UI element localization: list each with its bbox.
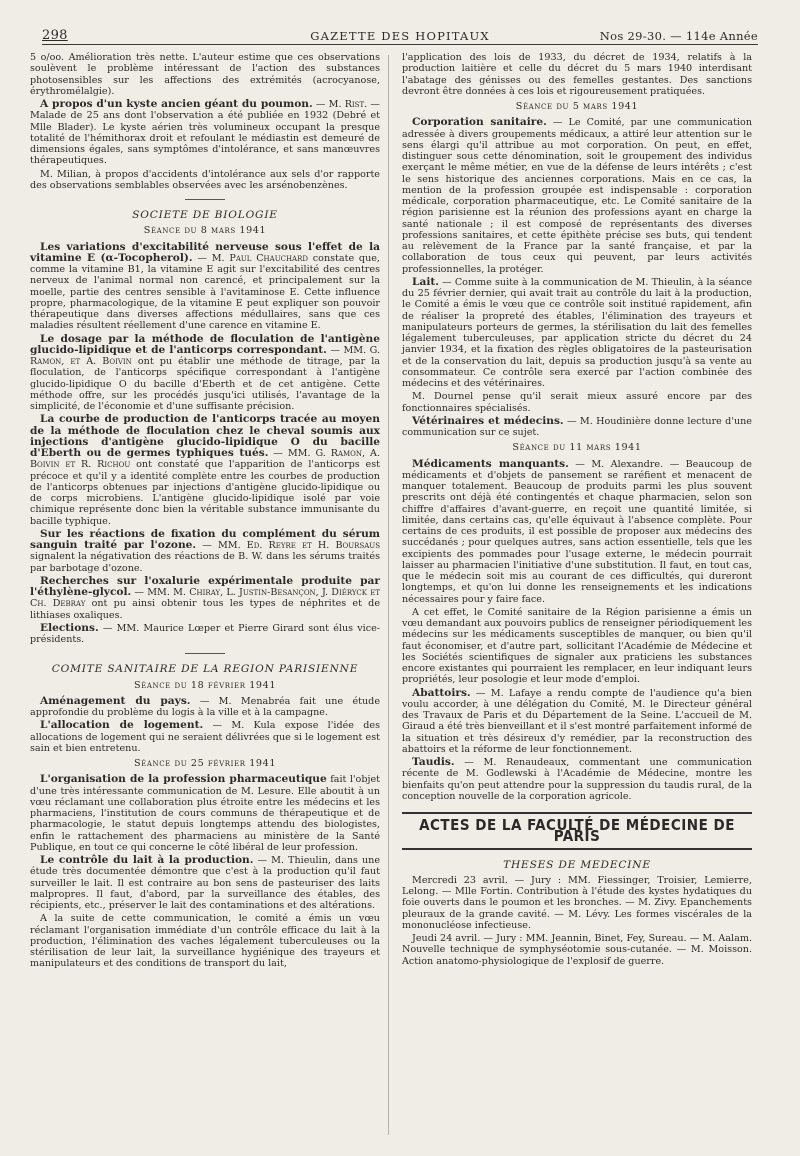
veterinaires-article [402,416,752,439]
vitamine-article: Les variations d'excitabilité nerveuse sous l'effet de la vitamine E (α-Tocopherol). — M. Paul Chauchard constate que, comme la vitamine B1, la vitamine E agit sur l'excitabilité des centres nerveux de l'animal normal non carencé, et principalement sur la moelle, partie des centres sensible à l'avitaminose E. Cette influence propre, pharmacologique, de la vitamine E peut expliquer son pouvoir thérapeutique dans diverses affections médullaires, sans que ces maladies résultent réellement d'une carence en vitamine E. [30,240,380,332]
vitamine-title: Les variations d'excitabilité nerveuse sous l'effet de la vitamine E (α-Tocopherol). [30,240,380,264]
elections-title: Elections. [40,621,99,634]
right-column [402,52,752,969]
intro-paragraph: 5 o/oo. Amélioration très nette. L'auteur estime que ces observations soulèvent le problème intéressant de l'action des substances photosensibles sur les affections des extrémités (acrocyanose, érythromélalgie). [30,52,380,97]
theses-mercredi: Mercredi 23 avril. — Jury : MM. Fiessinger, Troisier, Lemierre, Lelong. — Mlle Fortin. Contribution à l'étude des kystes hydatiques du foie ouverts dans le poumon et les bronches. — M. Zivy. Epanchements pleuraux de la grande cavité. — M. Lévy. Les formes viscérales de la mononucléose infectieuse. [402,874,752,931]
veterinaires-text: — M. Houdinière donne lecture d'une communication sur ce sujet. [402,415,752,438]
courbe-text: ont constaté que l'apparition de l'anticorps est précoce et qu'il y a identité complète entre les courbes de production de l'anticorps obtenues par injections d'antigène glucido-lipidique ou de corps microbiens. L'antigène glucido-lipidique isolé par voie chimique représente donc bien la véritable substance immunisante du bacille typhique. [30,459,381,527]
lait-article [402,277,752,390]
kyste-author: M. Rist. [328,99,368,110]
dosage-author: MM. G. Ramon, et A. Boivin [30,344,380,367]
lait-title: Lait. [412,275,439,288]
vitamine-author: M. Paul Chauchard [211,252,309,264]
milian-paragraph: M. Milian, à propos d'accidents d'intolérance aux sels d'or rapporte des observations semblables observées avec les arsénobenzènes. [30,168,380,191]
theses-heading: THESES DE MEDECINE [503,858,651,871]
dosage-title: Le dosage par la méthode de floculation de l'antigène glucido-lipidique et de l'anticorps correspondant. [30,332,380,356]
corporation-article [402,117,752,275]
medicaments-article [402,459,752,605]
continuation-paragraph: l'application des lois de 1933, du décret de 1934, relatifs à la production laitière et celle du décret du 5 mars 1940 interdisant l'abatage des génisses ou des femelles gestantes. Des sanctions devront être données à ces lois et rigoureusement pratiquées. [402,52,752,97]
suite-paragraph: A la suite de cette communication, le comité a émis un vœu réclamant l'organisation immédiate d'un contrôle efficace du lait à la production, l'élimination des vaches légalement tuberculeuses ou la stérilisation de leur lait, la surveillance hygiénique des trayeurs et manipulateurs et des conditions de transport du lait, [30,913,380,970]
elections-text: — MM. Maurice Lœper et Pierre Girard sont élus vice-présidents. [30,622,380,645]
header-rule [42,44,758,45]
amenagement-text: — M. Menabréa fait une étude approfondie du problème du logis à la ville et à la campagne. [30,695,380,718]
seance-heading: Séance du 25 février 1941 [133,758,277,769]
section-heading-comite: COMITE SANITAIRE DE LA REGION PARISIENNE [51,663,359,676]
controle-article [30,855,380,911]
dosage-article: Le dosage par la méthode de floculation de l'antigène glucido-lipidique et de l'anticorps correspondant. — MM. G. Ramon, et A. Boivin ont pu établir une méthode de titrage, par la floculation, de l'anticorps spécifique correspondant à l'antigène glucido-lipidique O du bacille d'Eberth et de cet antigène. Cette méthode offre, sur les procédés jusqu'ici utilisés, l'avantage de la simplicité, de l'économie et d'une suffisante précision. [30,332,381,412]
courbe-article: La courbe de production de l'anticorps tracée au moyen de la méthode de floculation chez le cheval soumis aux injections d'antigène glucido-lipidique O du bacille d'Eberth ou de germes typhiques tués. — MM. G. Ramon, A. Boivin et R. Richou ont constaté que l'apparition de l'anticorps est précoce et qu'il y a identité complète entre les courbes de production de l'anticorps obtenues par injections d'antigène glucido-lipidique ou de corps microbiens. L'antigène glucido-lipidique isolé par voie chimique représente donc bien la véritable substance immunisante du bacille typhique. [30,413,381,527]
reactions-article: Sur les réactions de fixation du complément du sérum sanguin traité par l'ozone. — MM. Ed. Reyre et H. Boursaus signalent la négativation des réactions de B. W. dans les sérums traités par barbotage d'ozone. [30,527,380,574]
dournel-paragraph: M. Dournel pense qu'il serait mieux assuré encore par des fonctionnaires spécialisés. [402,391,752,414]
logement-title: L'allocation de logement. [40,719,204,732]
elections-article [30,623,380,646]
kyste-text: — Malade de 25 ans dont l'observation a été publiée en 1932 (Debré et Mlle Blader). Le kyste aérien très volumineux occupant la presque totalité de l'hémithorax droit et refoulant le médiastin est demeuré de dimensions égales, sans symptômes d'intolérance, et sans manœuvres thérapeutiques. [30,99,380,167]
page-number: 298 [42,28,68,43]
issue-number: Nos 29-30. — 114e Année [599,29,758,43]
organisation-article [30,774,380,853]
corporation-title: Corporation sanitaire. [412,116,547,129]
dosage-text: ont pu établir une méthode de titrage, par la floculation, de l'anticorps spécifique correspondant à l'antigène glucido-lipidique O du bacille d'Eberth et de cet antigène. Cette méthode offre, sur les procédés jusqu'ici utilisés, l'avantage de la simplicité, de l'économie et d'une suffisante précision. [30,356,381,412]
vitamine-text: constate que, comme la vitamine B1, la vitamine E agit sur l'excitabilité des centres nerveux de l'animal normal non carencé, et principalement sur la moelle, partie des centres sensible à l'avitaminose E. Cette influence propre, pharmacologique, de la vitamine E peut expliquer son pouvoir thérapeutique dans diverses affections médullaires, sans que ces maladies résultent réellement d'une carence en vitamine E. [30,252,380,332]
reactions-author: MM. Ed. Reyre et H. Boursaus [217,540,380,551]
kyste-title: A propos d'un kyste ancien géant du poumon. [40,98,313,110]
medicaments-title: Médicaments manquants. [412,457,569,470]
taudis-text: — M. Renaudeaux, commentant une communication récente de M. Godlewski à l'Académie de Médecine, montre les bienfaits qu'on peut attendre pour la suppression du taudis rural, de la conception nouvelle de la corporation agricole. [402,757,752,802]
oxalurie-title: Recherches sur l'oxalurie expérimentale produite par l'éthylène-glycol. [30,574,380,598]
separator [185,199,225,200]
organisation-text: fait l'objet d'une très intéressante communication de M. Lesure. Elle aboutit à un vœu réclamant une collaboration plus étroite entre les médecins et les pharmaciens, l'institution de cours communs de thérapeutique et de pharmacologie, le statut depuis longtemps attendu des biologistes, enfin le rattachement des pharmaciens au ministère de la Santé Publique, en tout ce qui concerne le côté libéral de leur profession. [30,774,380,853]
amenagement-title: Aménagement du pays. [40,694,191,707]
acet-paragraph: A cet effet, le Comité sanitaire de la Région parisienne a émis un vœu demandant aux pouvoirs publics de renseigner périodiquement les médecins sur les médicaments susceptibles de manquer, ou bien qu'il faut économiser, et d'autre part, sollicitant l'Académie de Médecine et les Sociétés scientifiques de signaler aux praticiens les substances encore existantes qui pourraient les remplacer, en leur indiquant leurs propriétés, leur posologie et leur mode d'emploi. [402,606,752,686]
seance-heading: Séance du 8 mars 1941 [143,225,267,237]
seance-heading: Séance du 5 mars 1941 [515,101,639,112]
logement-article [30,720,380,754]
faculte-banner: ACTES DE LA FACULTÉ DE MÉDECINE DE PARIS [402,812,752,850]
theses-jeudi: Jeudi 24 avril. — Jury : MM. Jeannin, Binet, Fey, Sureau. — M. Aalam. Nouvelle technique de symphyséotomie sous-cutanée. — M. Moisson. Action anatomo-physiologique de l'explosif de guerre. [402,933,752,967]
reactions-title: Sur les réactions de fixation du complément du sérum sanguin traité par l'ozone. [30,527,380,551]
controle-text: — M. Thieulin, dans une étude très documentée démontre que c'est à la production qu'il faut surveiller le lait. Il est contraire au bon sens de pasteuriser des laits malpropres. Il faut, d'abord, par la surveillance des étables, des récipients, etc., préserver le lait des contaminations et des altérations. [30,855,380,911]
seance-heading: Séance du 11 mars 1941 [512,442,642,454]
courbe-title: La courbe de production de l'anticorps tracée au moyen de la méthode de floculation chez le cheval soumis aux injections d'antigène glucido-lipidique O du bacille d'Eberth ou de germes typhiques tués. [30,413,380,459]
reactions-text: signalent la négativation des réactions de B. W. dans les sérums traités par barbotage d'ozone. [30,551,380,574]
organisation-title: L'organisation de la profession pharmaceutique [40,773,327,786]
oxalurie-author: MM. M. Chiray, L. Justin-Besançon, J. Diéryck et Ch. Debray [30,587,381,610]
amenagement-article [30,696,380,719]
courbe-author: MM. G. Ramon, A. Boivin et R. Richou [30,448,380,471]
journal-title: GAZETTE DES HOPITAUX [310,29,490,43]
oxalurie-article: Recherches sur l'oxalurie expérimentale produite par l'éthylène-glycol. — MM. M. Chiray, L. Justin-Besançon, J. Diéryck et Ch. Debray ont pu ainsi obtenir tous les types de néphrites et de lithiases oxaliques. [30,574,381,621]
left-column [30,52,380,972]
section-heading-biologie: SOCIETE DE BIOLOGIE [132,209,278,221]
column-divider [388,55,389,1135]
abattoirs-title: Abattoirs. [412,686,471,699]
logement-text: — M. Kula expose l'idée des allocations de logement qui ne seraient délivrées que si le logement est sain et bien entretenu. [30,720,380,754]
separator [185,653,225,654]
taudis-article [402,757,752,802]
abattoirs-text: — M. Lafaye a rendu compte de l'audience qu'a bien voulu accorder, à une délégation du Comité, M. le Directeur général des Travaux de Paris et du Département de la Seine. L'accueil de M. Giraud a été très bienveillant et il s'est montré parfaitement informé de la situation et très désireux d'y remédier, par la reconstruction des abattoirs et la réforme de leur fonctionnement. [402,687,752,755]
seance-heading: Séance du 18 février 1941 [133,679,277,691]
veterinaires-title: Vétérinaires et médecins. [412,414,564,427]
corporation-text: — Le Comité, par une communication adressée à divers groupements médicaux, a attiré leur attention sur le sens élargi qu'il attribue au mot corporation. On peut, en effet, distinguer sous cette dénomination, soit le groupement des individus exerçant le même métier, en vue de la défense de leurs intérêts ; c'est le sens historique des anciennes corporations. Mais en ce cas, la mention de la profession groupée est indispensable : corporation médicale, corporation pharmaceutique, etc. Le Comité sanitaire de la région parisienne est la réunion des professions ayant en charge la santé nationale ; il est composé de représentants des diverses professions sanitaires, et cette épithète précise ses buts, qui tendent au relèvement de la France par la santé française, et par la collaboration de tous ceux qui peuvent, par leurs activités professionnelles, la protéger. [402,117,753,275]
medicaments-text: — M. Alexandre. — Beaucoup de médicaments et d'objets de pansement se raréfient et menacent de manquer totalement. Beaucoup de produits parmi les plus souvent prescrits ont déjà été contingentés et chaque pharmacien, selon son chiffre d'affaires d'avant-guerre, en reçoit une quantité limitée, si limitée, dans certains cas, qu'elle équivaut à l'absence complète. Pour certains de ces produits, il est possible de proposer aux médecins des succédanés ; pour quelques autres, sans action essentielle, tels que les excipients des pommades pour l'usage externe, le médecin pourrait laisser au pharmacien l'initiative d'une substitution. Il faut, en tout cas, que le médecin soit mis au courant de ces difficultés, qui dureront longtemps, et qu'on lui donne les renseignements et les indications nécessaires pour y faire face. [402,458,752,605]
controle-title: Le contrôle du lait à la production. [40,854,254,866]
lait-text: — Comme suite à la communication de M. Thieulin, à la séance du 25 février dernier, qui avait trait au contrôle du lait à la production, le Comité a émis le vœu que ce contrôle soit institué rapidement, afin de réaliser la propreté des étables, l'élimination des trayeurs et manipulateurs porteurs de germes, la stérilisation du lait des femelles légalement tuberculeuses, par application stricte du décret du 24 janvier 1934, et la fixation des règles obligatoires de la pasteurisation et de la conservation du lait, depuis sa production jusqu'à sa vente au consommateur. Ce contrôle sera exercé par l'action combinée des médecins et des vétérinaires. [402,276,752,389]
abattoirs-article [402,688,752,756]
kyste-article: A propos d'un kyste ancien géant du poumon. — M. Rist. — Malade de 25 ans dont l'observation a été publiée en 1932 (Debré et Mlle Blader). Le kyste aérien très volumineux occupant la presque totalité de l'hémithorax droit et refoulant le médiastin est demeuré de dimensions égales, sans symptômes d'intolérance, et sans manœuvres thérapeutiques. [30,98,380,167]
taudis-title: Taudis. [412,756,455,768]
oxalurie-text: ont pu ainsi obtenir tous les types de néphrites et de lithiases oxaliques. [30,598,381,621]
